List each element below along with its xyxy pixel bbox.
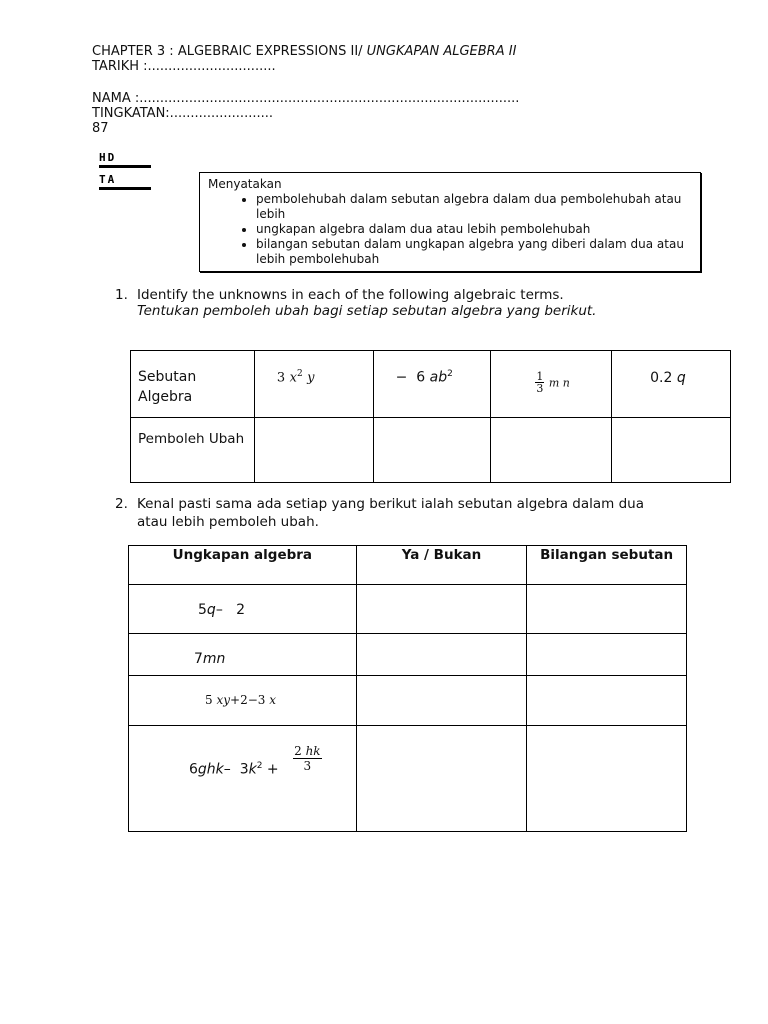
expr-4-op: – 3 bbox=[223, 761, 249, 778]
expr-4-plus: + bbox=[262, 761, 279, 778]
expr-2-coef: 7 bbox=[194, 651, 203, 667]
term-2-var: ab bbox=[429, 369, 448, 386]
expr-3-var1: xy bbox=[216, 693, 231, 707]
answer-cell[interactable] bbox=[356, 634, 527, 676]
expr-4-exp: 2 bbox=[256, 761, 263, 771]
expression-cell-1 bbox=[129, 585, 357, 634]
question-1-malay: Tentukan pemboleh ubah bagi setiap sebutan algebra yang berikut. bbox=[137, 303, 597, 319]
table-row bbox=[129, 585, 687, 634]
question-2-number: 2. bbox=[115, 496, 128, 512]
table-row bbox=[129, 676, 687, 726]
logo-mark-top bbox=[99, 152, 151, 168]
answer-cell[interactable] bbox=[373, 418, 491, 483]
table-row bbox=[131, 351, 731, 418]
objectives-heading: Menyatakan bbox=[208, 177, 282, 191]
term-2-coef: 6 bbox=[416, 369, 426, 386]
term-4-var: q bbox=[676, 370, 686, 386]
tarikh-field: TARIKH :............................... bbox=[92, 59, 276, 74]
table-row bbox=[129, 726, 687, 832]
expr-3-var2: x bbox=[269, 693, 277, 707]
answer-cell[interactable] bbox=[527, 585, 687, 634]
term-3-num: 1 bbox=[536, 370, 544, 383]
expr-4-var2: k bbox=[248, 761, 257, 778]
pemboleh-ubah-label: Pemboleh Ubah bbox=[131, 418, 255, 483]
answer-cell[interactable] bbox=[356, 585, 527, 634]
question-2-line-2: atau lebih pemboleh ubah. bbox=[137, 514, 319, 530]
expr-4-den: 3 bbox=[303, 759, 312, 773]
question-2 bbox=[115, 497, 715, 529]
question-1 bbox=[115, 288, 715, 320]
algebraic-terms-table bbox=[130, 350, 731, 483]
sebutan-algebra-label: Sebutan Algebra bbox=[131, 351, 255, 418]
answer-cell[interactable] bbox=[491, 418, 612, 483]
logo-mark-bottom bbox=[99, 174, 151, 190]
term-4-coef: 0.2 bbox=[650, 370, 673, 386]
expr-1-const: 2 bbox=[236, 602, 246, 618]
logo-line-1: HD bbox=[99, 151, 117, 164]
chapter-title-text: CHAPTER 3 : ALGEBRAIC EXPRESSIONS II/ bbox=[92, 44, 367, 59]
term-2-sign: − bbox=[395, 369, 408, 386]
question-1-english: Identify the unknowns in each of the following algebraic terms. bbox=[137, 287, 564, 303]
term-1-exp: 2 bbox=[296, 369, 303, 379]
term-cell-1 bbox=[254, 351, 373, 418]
term-3-vars: m n bbox=[548, 376, 570, 390]
expr-1-var: q bbox=[206, 602, 216, 618]
objective-item: • ungkapan algebra dalam dua atau lebih pembolehubah bbox=[256, 222, 692, 237]
table-row bbox=[131, 418, 731, 483]
tingkatan-field: TINGKATAN:......................... bbox=[92, 106, 273, 121]
objective-item: • pembolehubah dalam sebutan algebra dalam dua pembolehubah atau lebih bbox=[256, 192, 692, 222]
header-bilangan-sebutan: Bilangan sebutan bbox=[527, 546, 687, 585]
logo-line-2: TA bbox=[99, 173, 117, 186]
chapter-title bbox=[92, 44, 516, 59]
term-cell-4 bbox=[612, 351, 731, 418]
objectives-box bbox=[199, 172, 701, 272]
answer-cell[interactable] bbox=[356, 676, 527, 726]
answer-cell[interactable] bbox=[356, 726, 527, 832]
expr-2-var: mn bbox=[202, 651, 226, 667]
logo-bar-2 bbox=[99, 187, 151, 190]
question-2-line-1: Kenal pasti sama ada setiap yang berikut ialah sebutan algebra dalam dua bbox=[137, 496, 644, 512]
term-2-exp: 2 bbox=[447, 369, 453, 379]
expr-4-fraction bbox=[293, 744, 321, 773]
term-1-var1: x bbox=[289, 370, 297, 386]
expr-4-coef: 6 bbox=[189, 761, 198, 778]
header-ya-bukan: Ya / Bukan bbox=[356, 546, 527, 585]
nama-field: NAMA :............................................................................................ bbox=[92, 91, 520, 106]
question-1-number: 1. bbox=[115, 287, 128, 303]
term-3-fraction bbox=[535, 371, 544, 394]
expr-4-num-var: hk bbox=[305, 744, 321, 758]
expr-3-coef: 5 bbox=[205, 693, 213, 707]
expr-4-num-coef: 2 bbox=[294, 744, 302, 758]
answer-cell[interactable] bbox=[527, 726, 687, 832]
term-cell-2 bbox=[373, 351, 491, 418]
expr-1-part: 5 bbox=[198, 602, 207, 618]
expression-cell-3 bbox=[129, 676, 357, 726]
expression-cell-4 bbox=[129, 726, 357, 832]
expr-1-op: – bbox=[215, 602, 223, 618]
table-header-row bbox=[129, 546, 687, 585]
term-3-den: 3 bbox=[536, 382, 544, 395]
expr-4-var1: ghk bbox=[197, 761, 224, 778]
term-1-coef: 3 bbox=[276, 370, 286, 386]
objectives-list bbox=[208, 192, 692, 267]
header-ungkapan-algebra: Ungkapan algebra bbox=[129, 546, 357, 585]
answer-cell[interactable] bbox=[527, 634, 687, 676]
logo-bar-1 bbox=[99, 165, 151, 168]
term-1-var2: y bbox=[307, 370, 315, 386]
objective-item: • bilangan sebutan dalam ungkapan algebra yang diberi dalam dua atau lebih pembolehubah bbox=[256, 237, 692, 267]
expr-3-ops: +2−3 bbox=[230, 693, 266, 707]
term-cell-3 bbox=[491, 351, 612, 418]
algebraic-expressions-table bbox=[128, 545, 687, 832]
answer-cell[interactable] bbox=[527, 676, 687, 726]
expression-cell-2 bbox=[129, 634, 357, 676]
page-number: 87 bbox=[92, 121, 109, 136]
answer-cell[interactable] bbox=[254, 418, 373, 483]
chapter-title-italic: UNGKAPAN ALGEBRA II bbox=[366, 44, 517, 59]
answer-cell[interactable] bbox=[612, 418, 731, 483]
table-row bbox=[129, 634, 687, 676]
